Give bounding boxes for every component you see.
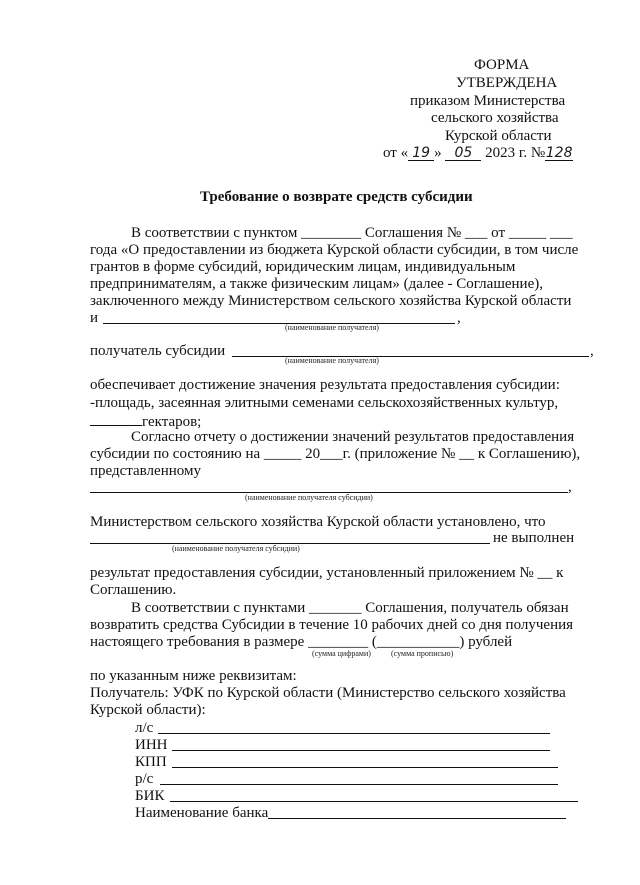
p5-line3: настоящего требования в размере ________ (___________) рублей	[90, 634, 513, 650]
date-mid: »	[434, 145, 442, 161]
kpp-fill-line	[172, 767, 558, 768]
region-line: Курской области	[445, 128, 552, 144]
ministry-line: сельского хозяйства	[431, 110, 559, 126]
amount-words-caption: (сумма прописью)	[391, 649, 454, 658]
inn-label: ИНН	[135, 737, 168, 753]
unfulfilled-recipient-caption: (наименование получателя субсидии)	[172, 544, 300, 553]
approved-label: УТВЕРЖДЕНА	[456, 75, 558, 91]
treasury-recipient-cont: Курской области):	[90, 702, 206, 718]
recipient-end: ,	[590, 343, 594, 359]
account-label: л/с	[135, 720, 154, 736]
document-title: Требование о возврате средств субсидии	[200, 189, 473, 205]
approval-date	[383, 146, 573, 161]
p1-line6-end: ,	[457, 310, 461, 326]
hectares-fill-line	[90, 413, 142, 426]
hectares-label: гектаров;	[142, 414, 202, 430]
p2-line1: обеспечивает достижение значения результата предоставления субсидии:	[90, 377, 560, 393]
bik-label: БИК	[135, 788, 165, 804]
order-line: приказом Министерства	[410, 93, 566, 109]
report-recipient-caption: (наименование получателя субсидии)	[245, 493, 373, 502]
p4-line2-end: не выполнен	[493, 530, 575, 546]
p1-line1: В соответствии с пунктом ________ Соглашения № ___ от _____ ___	[131, 225, 573, 241]
p4-line4: Соглашению.	[90, 582, 177, 598]
inn-fill-line	[172, 750, 550, 751]
p3-line4-end: ,	[568, 479, 572, 495]
settlement-account-label: р/с	[135, 771, 154, 787]
p4-line3: результат предоставления субсидии, установленный приложением № __ к	[90, 565, 564, 581]
kpp-label: КПП	[135, 754, 167, 770]
p3-line2: субсидии по состоянию на _____ 20___г. (приложение № __ к Соглашению),	[90, 446, 581, 462]
bank-name-fill-line	[268, 818, 566, 819]
p3-line1: Согласно отчету о достижении значений результатов предоставления	[131, 429, 575, 445]
p1-line3: грантов в форме субсидий, юридическим лицам, индивидуальным	[90, 259, 516, 275]
approval-number: 128	[545, 145, 573, 161]
p1-line6: и	[90, 310, 99, 326]
p1-line5: заключенного между Министерством сельского хозяйства Курской области	[90, 293, 572, 309]
p2-line3	[90, 413, 201, 430]
approval-day: 19	[408, 146, 434, 161]
bank-name-label: Наименование банка	[135, 805, 269, 821]
p1-line2: года «О предоставлении из бюджета Курской области субсидии, в том числе	[90, 242, 579, 258]
recipient2-caption: (наименование получателя)	[285, 356, 379, 365]
p3-line3: представленному	[90, 463, 201, 479]
p5-line1: В соответствии с пунктами _______ Соглашения, получатель обязан	[131, 600, 569, 616]
settlement-account-fill-line	[160, 784, 558, 785]
account-fill-line	[158, 733, 550, 734]
p1-line4: предпринимателям, а также физическим лицам» (далее - Соглашение),	[90, 276, 543, 292]
p4-line1: Министерством сельского хозяйства Курской области установлено, что	[90, 514, 546, 530]
treasury-recipient: Получатель: УФК по Курской области (Министерство сельского хозяйства	[90, 685, 566, 701]
recipient-label: получатель субсидии	[90, 343, 226, 359]
form-label: ФОРМА	[474, 57, 530, 73]
p5-line2: возвратить средства Субсидии в течение 10 рабочих дней со дня получения	[90, 617, 574, 633]
approval-month: 05	[445, 146, 481, 161]
bik-fill-line	[170, 801, 578, 802]
recipient1-caption: (наименование получателя)	[285, 323, 379, 332]
recipient1-fill-line	[103, 323, 455, 324]
requisites-intro: по указанным ниже реквизитам:	[90, 668, 297, 684]
p2-line2: -площадь, засеянная элитными семенами сельскохозяйственных культур,	[90, 395, 559, 411]
approval-year: 2023 г. №	[485, 145, 546, 161]
date-prefix: от «	[383, 145, 409, 161]
amount-digits-caption: (сумма цифрами)	[312, 649, 371, 658]
